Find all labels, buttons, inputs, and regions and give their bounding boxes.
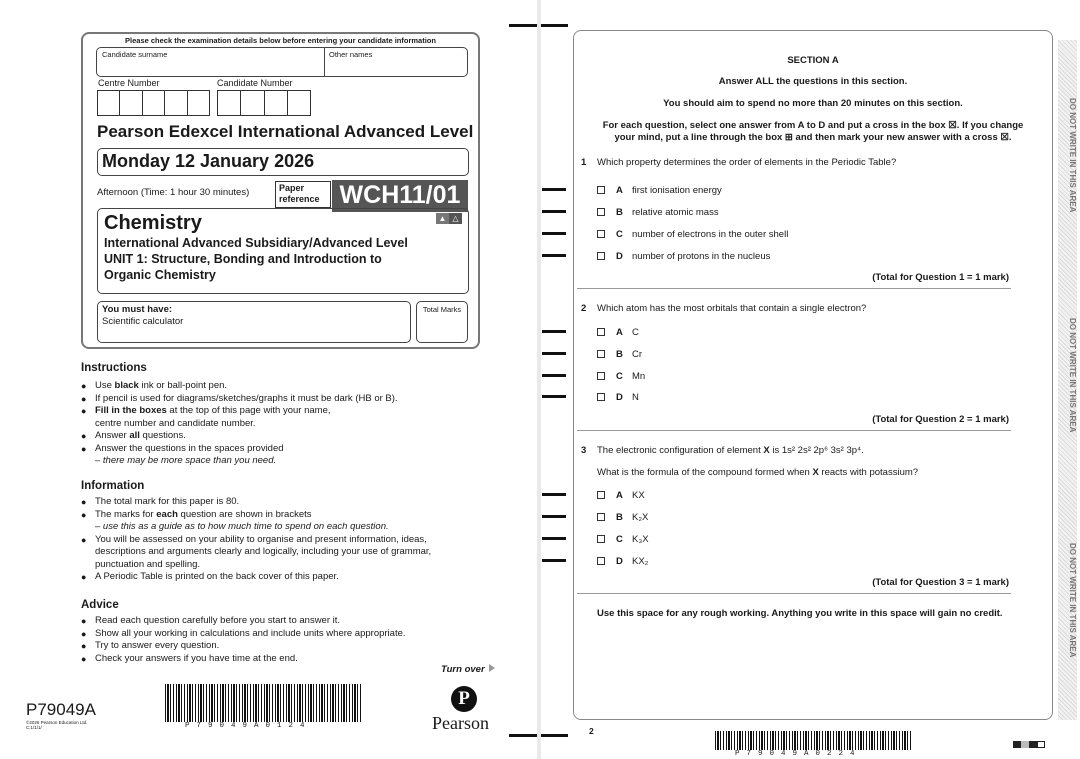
list-item: ● A Periodic Table is printed on the back cover of this paper.: [81, 571, 481, 584]
list-item: ● Read each question carefully before you start to answer it.: [81, 615, 481, 628]
section-answer-all: Answer ALL the questions in this section.: [718, 76, 908, 87]
total-marks-box: [416, 301, 468, 343]
edge-tick: [542, 559, 566, 562]
advice-list: [81, 615, 481, 665]
list-item: ● Use black ink or ball-point pen.: [81, 380, 481, 393]
answer-option[interactable]: B K₂X: [597, 510, 648, 524]
list-item: ● Fill in the boxes at the top of this page with your name,: [81, 405, 481, 418]
subject-box: [97, 208, 469, 294]
paper-reference-label: Paper reference: [275, 181, 331, 208]
exam-date: Monday 12 January 2026: [97, 148, 469, 176]
question-number: 3: [581, 445, 587, 456]
name-fields: [96, 47, 468, 77]
answer-option[interactable]: C number of electrons in the outer shell: [597, 227, 788, 241]
must-have-item: Scientific calculator: [102, 316, 184, 327]
subject-name: Chemistry: [104, 212, 202, 234]
edge-tick: [542, 493, 566, 496]
section-instructions: For each question, select one answer from A to D and put a cross in the box ☒. If you change your mind, put a line through the box ⊞ and then mark your new answer with a cross ☒.: [602, 120, 1024, 143]
candidate-details-box: [81, 32, 480, 349]
subject-line: UNIT 1: Structure, Bonding and Introduction to: [104, 252, 382, 266]
checkbox[interactable]: [597, 230, 605, 238]
edge-tick: [542, 254, 566, 257]
answer-option[interactable]: B Cr: [597, 347, 642, 361]
edge-tick: [542, 210, 566, 213]
checkbox[interactable]: [597, 535, 605, 543]
question-divider: [577, 430, 1011, 431]
edge-tick: [542, 330, 566, 333]
arrow-right-icon: [489, 664, 495, 672]
page-number: 2: [589, 726, 594, 736]
candidate-number-field[interactable]: [217, 90, 311, 116]
pearson-logo-icon: P: [451, 686, 477, 712]
answer-option[interactable]: A first ionisation energy: [597, 183, 722, 197]
margin-warning: DO NOT WRITE IN THIS AREA: [1068, 317, 1077, 433]
checkbox[interactable]: [597, 252, 605, 260]
page-marker: [1013, 741, 1045, 748]
checkbox[interactable]: [597, 513, 605, 521]
question-total: (Total for Question 3 = 1 mark): [872, 577, 1009, 588]
question-total: (Total for Question 2 = 1 mark): [872, 414, 1009, 425]
checkbox[interactable]: [597, 491, 605, 499]
advice-heading: Advice: [81, 599, 119, 611]
candidate-number-label: Candidate Number: [217, 78, 293, 88]
list-item: ● You will be assessed on your ability to organise and present information, ideas,: [81, 534, 481, 547]
outline-triangle-icon: △: [449, 213, 462, 224]
other-names-label: Other names: [329, 50, 373, 59]
checkbox[interactable]: [597, 328, 605, 336]
publisher-name: Pearson: [432, 713, 489, 733]
list-item: ● If pencil is used for diagrams/sketches/graphs it must be dark (HB or B).: [81, 393, 481, 406]
list-item: ● Answer all questions.: [81, 430, 481, 443]
answer-option[interactable]: D number of protons in the nucleus: [597, 249, 770, 263]
list-item: punctuation and spelling.: [95, 558, 201, 570]
level-title: Pearson Edexcel International Advanced Level: [97, 122, 474, 141]
centre-number-label: Centre Number: [98, 78, 160, 88]
information-list: [81, 496, 481, 584]
cover-page: [0, 0, 537, 759]
question-text: Which atom has the most orbitals that contain a single electron?: [597, 303, 867, 314]
name-divider: [324, 48, 325, 76]
question-page: [541, 0, 1080, 759]
question-text: The electronic configuration of element X is 1s² 2s² 2p⁶ 3s² 3p⁴.: [597, 445, 864, 456]
instructions-heading: Instructions: [81, 362, 147, 374]
answer-option[interactable]: C Mn: [597, 369, 645, 383]
list-item: ● Show all your working in calculations and include units where appropriate.: [81, 628, 481, 641]
list-item: – use this as a guide as to how much time to spend on each question.: [95, 521, 389, 532]
list-item: ● Try to answer every question.: [81, 640, 481, 653]
barcode-text: P79049A0124: [185, 722, 312, 730]
answer-option[interactable]: C K₃X: [597, 532, 649, 546]
answer-option[interactable]: A KX: [597, 488, 645, 502]
question-number: 2: [581, 303, 587, 314]
barcode-text: P79049A0224: [735, 750, 862, 758]
list-item: ● Check your answers if you have time at the end.: [81, 653, 481, 666]
copyright: ©2026 Pearson Education Ltd. C:1/1/1/: [26, 720, 88, 730]
margin-warning: DO NOT WRITE IN THIS AREA: [1068, 97, 1077, 213]
instructions-list: [81, 380, 481, 468]
question-divider: [577, 288, 1011, 289]
edge-tick: [509, 24, 537, 27]
triangle-icons: [436, 213, 462, 224]
question-subtext: What is the formula of the compound formed when X reacts with potassium?: [597, 467, 919, 478]
edge-tick: [542, 515, 566, 518]
list-item: ● The total mark for this paper is 80.: [81, 496, 481, 509]
edge-tick: [542, 188, 566, 191]
barcode: [165, 684, 362, 722]
paper-id: P79049A: [26, 700, 96, 719]
subject-line: International Advanced Subsidiary/Advanced Level: [104, 236, 408, 250]
list-item: descriptions and arguments clearly and logically, including your use of grammar,: [95, 546, 432, 557]
rough-working-notice: Use this space for any rough working. Anything you write in this space will gain no credit.: [597, 608, 1003, 619]
filled-triangle-icon: ▲: [436, 213, 449, 224]
checkbox[interactable]: [597, 350, 605, 358]
edge-tick: [541, 24, 568, 27]
question-total: (Total for Question 1 = 1 mark): [872, 272, 1009, 283]
margin-warning: DO NOT WRITE IN THIS AREA: [1068, 542, 1077, 658]
candidate-surname-label: Candidate surname: [102, 50, 168, 59]
section-title: SECTION A: [787, 55, 839, 66]
list-item: – there may be more space than you need.: [95, 455, 277, 466]
answer-option[interactable]: B relative atomic mass: [597, 205, 719, 219]
edge-tick: [542, 395, 566, 398]
paper-code: WCH11/01: [332, 180, 468, 212]
checkbox[interactable]: [597, 557, 605, 565]
checkbox[interactable]: [597, 186, 605, 194]
answer-option[interactable]: D KX₂: [597, 554, 648, 568]
list-item: ● The marks for each question are shown in brackets: [81, 509, 481, 522]
list-item: centre number and candidate number.: [95, 417, 256, 429]
subject-line: Organic Chemistry: [104, 268, 216, 282]
information-heading: Information: [81, 480, 145, 492]
checkbox[interactable]: [597, 208, 605, 216]
centre-number-field[interactable]: [97, 90, 210, 116]
answer-option[interactable]: D N: [597, 390, 639, 404]
barcode: [715, 731, 912, 750]
edge-tick: [541, 734, 568, 737]
answer-option[interactable]: A C: [597, 325, 639, 339]
edge-tick: [542, 537, 566, 540]
total-marks-label: Total Marks: [422, 305, 462, 314]
exam-session: Afternoon (Time: 1 hour 30 minutes): [97, 187, 250, 198]
edge-tick: [542, 232, 566, 235]
edge-tick: [542, 374, 566, 377]
edge-tick: [542, 352, 566, 355]
question-divider: [577, 593, 1011, 594]
checkbox[interactable]: [597, 372, 605, 380]
turn-over: Turn over: [441, 664, 495, 675]
edge-tick: [509, 734, 537, 737]
list-item: ● Answer the questions in the spaces provided: [81, 443, 481, 456]
must-have-label: You must have:: [102, 304, 173, 315]
question-number: 1: [581, 157, 587, 168]
question-text: Which property determines the order of elements in the Periodic Table?: [597, 157, 897, 168]
cover-header: Please check the examination details below before entering your candidate information: [125, 36, 436, 45]
checkbox[interactable]: [597, 393, 605, 401]
must-have-box: [97, 301, 411, 343]
section-time-advice: You should aim to spend no more than 20 minutes on this section.: [663, 98, 963, 109]
